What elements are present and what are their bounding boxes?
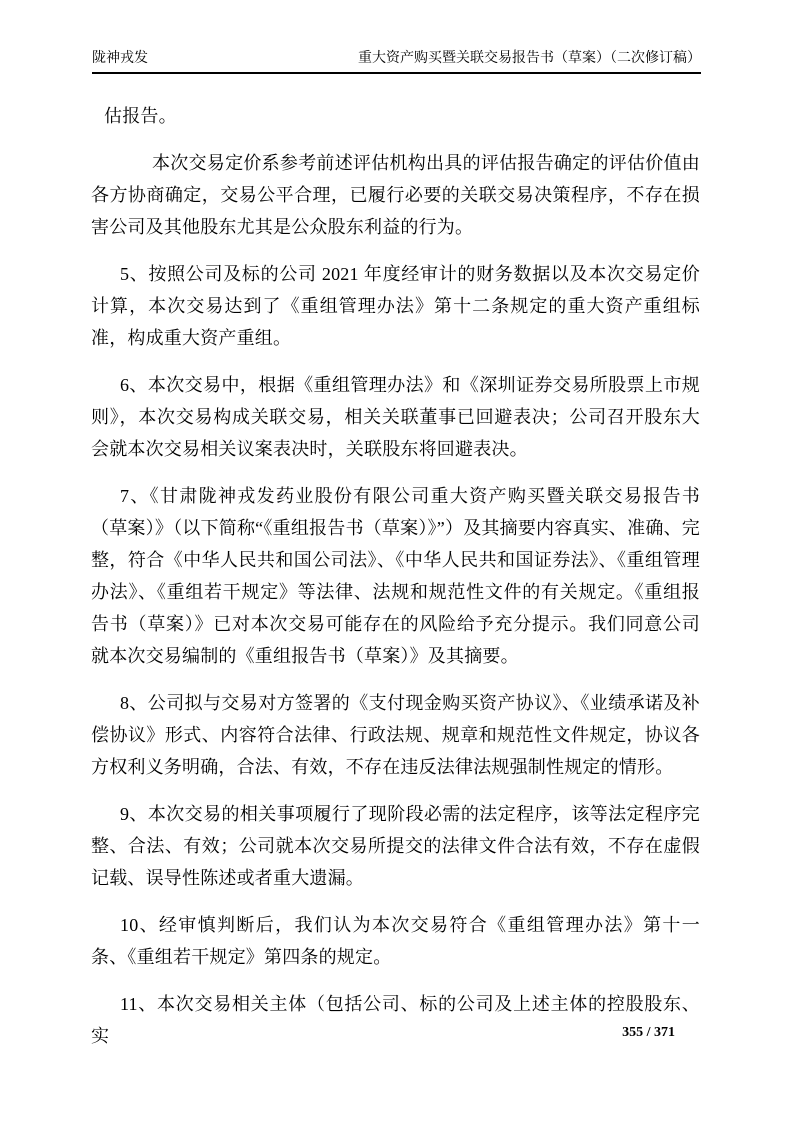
header-company-name: 陇神戎发 [92,51,148,66]
page-number: 355 / 371 [622,1025,675,1040]
paragraph-item-7: 7、《甘肃陇神戎发药业股份有限公司重大资产购买暨关联交易报告书（草案）》（以下简称“《重组报告书（草案）》”）及其摘要内容真实、准确、完整，符合《中华人民共和国公司法》、《中华人民共和国证券法》、《重组管理办法》、《重组若干规定》等法律、法规和规范性文件的有关规定。《重组报告书（草案）》已对本次交易可能存在的风险给予充分提示。我们同意公司就本次交易编制的《重组报告书（草案）》及其摘要。 [91,486,700,666]
paragraph-item-11: 11、本次交易相关主体（包括公司、标的公司及上述主体的控股股东、实 [91,994,700,1046]
paragraph-pricing-statement: 本次交易定价系参考前述评估机构出具的评估报告确定的评估价值由各方协商确定，交易公平合理，已履行必要的关联交易决策程序，不存在损害公司及其他股东尤其是公众股东利益的行为。 [91,153,700,237]
page-header [92,50,701,74]
paragraph-item-5: 5、按照公司及标的公司 2021 年度经审计的财务数据以及本次交易定价计算，本次交易达到了《重组管理办法》第十二条规定的重大资产重组标准，构成重大资产重组。 [91,264,700,348]
document-body [91,100,700,1067]
paragraph-item-10: 10、经审慎判断后，我们认为本次交易符合《重组管理办法》第十一条、《重组若干规定》第四条的规定。 [91,915,700,967]
paragraph-item-6: 6、本次交易中，根据《重组管理办法》和《深圳证券交易所股票上市规则》，本次交易构成关联交易，相关关联董事已回避表决；公司召开股东大会就本次交易相关议案表决时，关联股东将回避表决。 [91,375,700,459]
paragraph-item-8: 8、公司拟与交易对方签署的《支付现金购买资产协议》、《业绩承诺及补偿协议》形式、内容符合法律、行政法规、规章和规范性文件规定，协议各方权利义务明确，合法、有效，不存在违反法律法规强制性规定的情形。 [91,693,700,777]
header-document-title: 重大资产购买暨关联交易报告书（草案）（二次修订稿） [358,51,701,66]
paragraph-continuation: 估报告。 [104,106,177,126]
paragraph-item-9: 9、本次交易的相关事项履行了现阶段必需的法定程序，该等法定程序完整、合法、有效；公司就本次交易所提交的法律文件合法有效，不存在虚假记载、误导性陈述或者重大遗漏。 [91,804,700,888]
